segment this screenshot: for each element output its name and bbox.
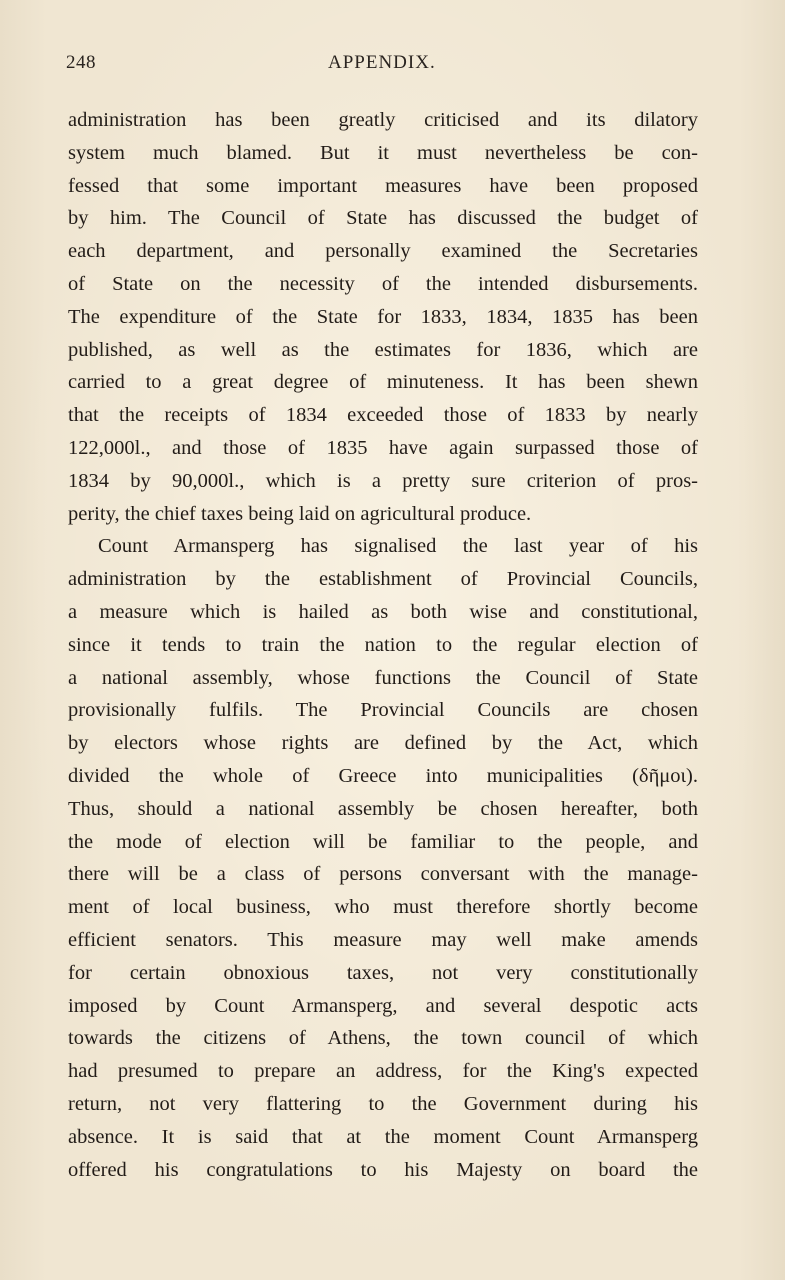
text-line: a national assembly, whose functions the Council of State [68, 666, 698, 689]
text-line: efficient senators. This measure may well make amends [68, 928, 698, 951]
text-line: ment of local business, who must therefore shortly become [68, 896, 698, 919]
text-line: imposed by Count Armansperg, and several despotic acts [68, 994, 698, 1017]
section-title: APPENDIX. [328, 52, 436, 73]
text-line: provisionally fulfils. The Provincial Councils are chosen [68, 699, 698, 722]
text-line: by electors whose rights are defined by the Act, which [68, 732, 698, 755]
text-line: absence. It is said that at the moment Count Armansperg [68, 1125, 698, 1148]
text-line: administration by the establishment of Provincial Councils, [68, 568, 698, 591]
text-line: by him. The Council of State has discussed the budget of [68, 207, 698, 230]
text-line: system much blamed. But it must nevertheless be con- [68, 141, 698, 164]
text-line: the mode of election will be familiar to the people, and [68, 830, 698, 853]
text-line: administration has been greatly criticised and its dilatory [68, 109, 698, 131]
text-line: carried to a great degree of minuteness. It has been shewn [68, 371, 698, 394]
text-line: fessed that some important measures have been proposed [68, 174, 698, 197]
text-line: each department, and personally examined the Secretaries [68, 240, 698, 263]
text-line: a measure which is hailed as both wise and constitutional, [68, 600, 698, 623]
text-line: return, not very flattering to the Government during his [68, 1092, 698, 1115]
text-line: for certain obnoxious taxes, not very constitutionally [68, 961, 698, 984]
text-line: 122,000l., and those of 1835 have again surpassed those of [68, 436, 698, 459]
text-line: perity, the chief taxes being laid on agricultural produce. [68, 502, 532, 525]
text-line: The expenditure of the State for 1833, 1834, 1835 has been [68, 305, 698, 328]
text-line: of State on the necessity of the intended disbursements. [68, 272, 698, 295]
text-line: since it tends to train the nation to the regular election of [68, 633, 698, 656]
text-line: towards the citizens of Athens, the town council of which [68, 1027, 698, 1050]
text-line: had presumed to prepare an address, for the King's expected [68, 1060, 698, 1083]
page-number: 248 [66, 52, 96, 73]
text-line: published, as well as the estimates for 1836, which are [68, 338, 698, 361]
running-head [66, 52, 698, 78]
text-line: that the receipts of 1834 exceeded those of 1833 by nearly [68, 404, 698, 427]
body-text [68, 104, 698, 1186]
text-line: 1834 by 90,000l., which is a pretty sure criterion of pros- [68, 469, 698, 492]
text-line: divided the whole of Greece into municipalities (δῆμοι). [68, 764, 698, 787]
text-line: Count Armansperg has signalised the last year of his [98, 535, 698, 558]
text-line: offered his congratulations to his Majesty on board the [68, 1158, 698, 1181]
text-line: Thus, should a national assembly be chosen hereafter, both [68, 797, 698, 820]
text-line: there will be a class of persons conversant with the manage- [68, 863, 698, 886]
